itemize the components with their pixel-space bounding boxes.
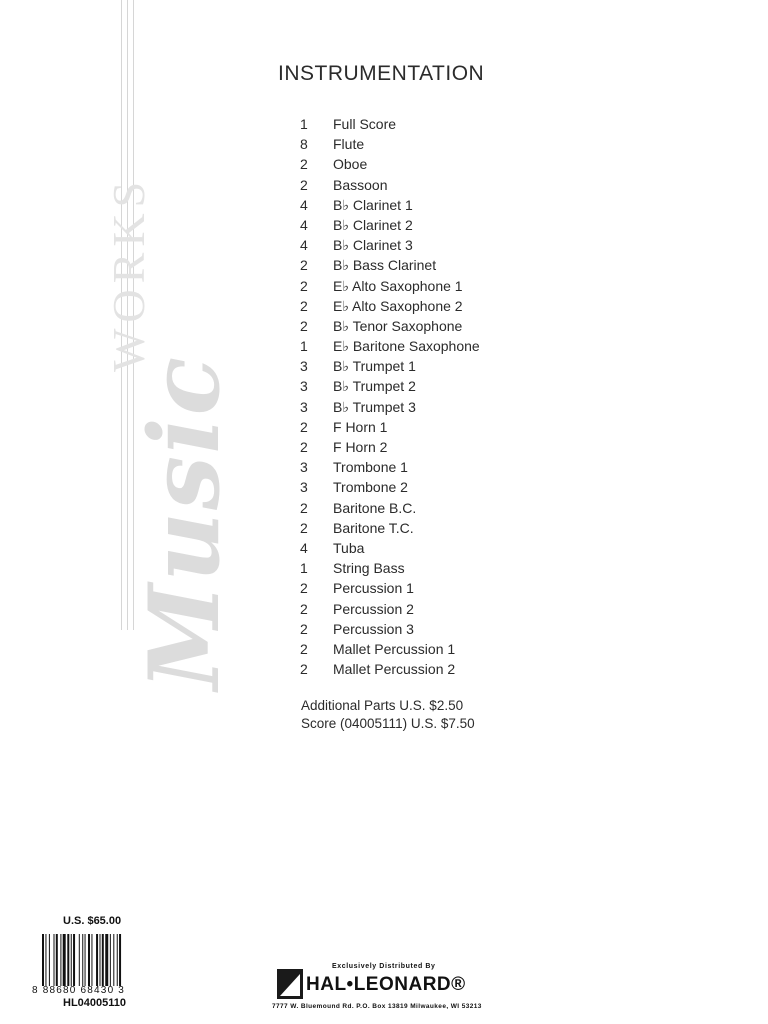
instrument-quantity: 2 <box>300 317 308 334</box>
barcode-digits: 8 88680 68430 3 <box>32 985 126 996</box>
page-title: INSTRUMENTATION <box>278 62 485 85</box>
instrument-row <box>300 356 480 376</box>
instrument-row <box>300 175 480 195</box>
instrument-row <box>300 558 480 578</box>
instrument-name: Flute <box>333 136 365 153</box>
instrument-quantity: 1 <box>300 338 308 355</box>
instrument-row <box>300 498 480 518</box>
instrument-quantity: 4 <box>300 216 308 233</box>
instrument-quantity: 2 <box>300 176 308 193</box>
instrument-quantity: 2 <box>300 297 308 314</box>
instrument-row <box>300 639 480 659</box>
instrument-quantity: 2 <box>300 640 308 657</box>
instrument-name: Trombone 1 <box>333 459 408 476</box>
instrument-name: F Horn 1 <box>333 418 388 435</box>
instrument-row <box>300 397 480 417</box>
instrument-quantity: 8 <box>300 136 308 153</box>
catalog-number: HL04005110 <box>63 997 126 1009</box>
instrument-row <box>300 599 480 619</box>
instrument-quantity: 2 <box>300 600 308 617</box>
instrument-quantity: 4 <box>300 539 308 556</box>
instrument-row <box>300 255 480 275</box>
instrument-name: E♭ Alto Saxophone 1 <box>333 277 463 294</box>
instrument-row <box>300 538 480 558</box>
instrument-row <box>300 477 480 497</box>
instrument-name: B♭ Bass Clarinet <box>333 257 437 274</box>
instrument-row <box>300 457 480 477</box>
instrument-name: Tuba <box>333 539 365 556</box>
instrument-quantity: 3 <box>300 378 308 395</box>
instrument-name: Baritone T.C. <box>333 519 414 536</box>
instrument-row <box>300 114 480 134</box>
instrument-name: F Horn 2 <box>333 439 388 455</box>
instrument-name: Full Score <box>333 116 397 132</box>
instrument-row <box>300 235 480 255</box>
price-notes <box>301 697 475 733</box>
instrument-name: B♭ Clarinet 2 <box>333 216 413 233</box>
instrument-quantity: 3 <box>300 459 308 476</box>
instrument-row <box>300 619 480 639</box>
instrument-name: Percussion 1 <box>333 580 414 597</box>
instrument-name: Baritone B.C. <box>333 499 417 516</box>
score-price: Score (04005111) U.S. $7.50 <box>301 716 475 731</box>
instrument-quantity: 4 <box>300 196 308 213</box>
instrument-row <box>300 195 480 215</box>
instrument-name: Percussion 3 <box>333 620 414 637</box>
instrument-quantity: 2 <box>300 580 308 597</box>
instrument-name: E♭ Alto Saxophone 2 <box>333 297 463 314</box>
instrument-quantity: 2 <box>300 499 308 516</box>
instrument-row <box>300 518 480 538</box>
instrument-name: B♭ Trumpet 3 <box>333 398 416 415</box>
instrument-row <box>300 215 480 235</box>
instrument-name: String Bass <box>333 560 405 577</box>
instrument-row <box>300 316 480 336</box>
instrument-row <box>300 659 480 679</box>
instrument-quantity: 1 <box>300 560 308 577</box>
instrument-row <box>300 437 480 457</box>
instrument-quantity: 3 <box>300 479 308 496</box>
instrument-name: B♭ Trumpet 2 <box>333 378 416 395</box>
instrument-row <box>300 134 480 154</box>
instrument-name: B♭ Clarinet 3 <box>333 237 413 254</box>
logo-works-text: WORKS <box>103 175 154 372</box>
music-works-logo <box>0 0 240 720</box>
instrument-row <box>300 578 480 598</box>
instrument-name: E♭ Baritone Saxophone <box>333 338 480 355</box>
instrument-name: Oboe <box>333 156 368 173</box>
instrument-quantity: 2 <box>300 257 308 274</box>
instrument-row <box>300 154 480 174</box>
instrument-name: B♭ Clarinet 1 <box>333 196 413 213</box>
instrument-row <box>300 296 480 316</box>
cover-price: U.S. $65.00 <box>63 915 122 927</box>
instrument-quantity: 3 <box>300 358 308 375</box>
instrument-quantity: 2 <box>300 620 308 637</box>
instrument-row <box>300 276 480 296</box>
instrument-quantity: 2 <box>300 439 308 455</box>
instrument-quantity: 3 <box>300 398 308 415</box>
instrument-quantity: 2 <box>300 277 308 294</box>
additional-parts-price: Additional Parts U.S. $2.50 <box>301 698 464 713</box>
instrument-quantity: 1 <box>300 116 308 132</box>
instrument-quantity: 4 <box>300 237 308 254</box>
hal-leonard-logo-icon <box>277 969 303 999</box>
logo-music-script: Music <box>128 354 241 690</box>
instrument-quantity: 2 <box>300 418 308 435</box>
instrument-quantity: 2 <box>300 156 308 173</box>
distributor-name: HAL•LEONARD® <box>306 974 466 995</box>
instrumentation-list <box>300 114 480 679</box>
instrument-name: Mallet Percussion 1 <box>333 640 456 657</box>
instrument-row <box>300 417 480 437</box>
instrument-quantity: 2 <box>300 661 308 678</box>
instrument-row <box>300 336 480 356</box>
instrument-name: Trombone 2 <box>333 479 408 496</box>
instrument-name: B♭ Trumpet 1 <box>333 358 416 375</box>
barcode <box>40 934 148 986</box>
instrument-name: Percussion 2 <box>333 600 414 617</box>
distributor-address: 7777 W. Bluemound Rd. P.O. Box 13819 Milwaukee, WI 53213 <box>272 1003 482 1010</box>
distributed-by-label: Exclusively Distributed By <box>332 963 436 970</box>
instrument-name: Bassoon <box>333 176 388 193</box>
instrument-name: Mallet Percussion 2 <box>333 661 456 678</box>
instrument-row <box>300 376 480 396</box>
instrument-quantity: 2 <box>300 519 308 536</box>
instrument-name: B♭ Tenor Saxophone <box>333 317 463 334</box>
